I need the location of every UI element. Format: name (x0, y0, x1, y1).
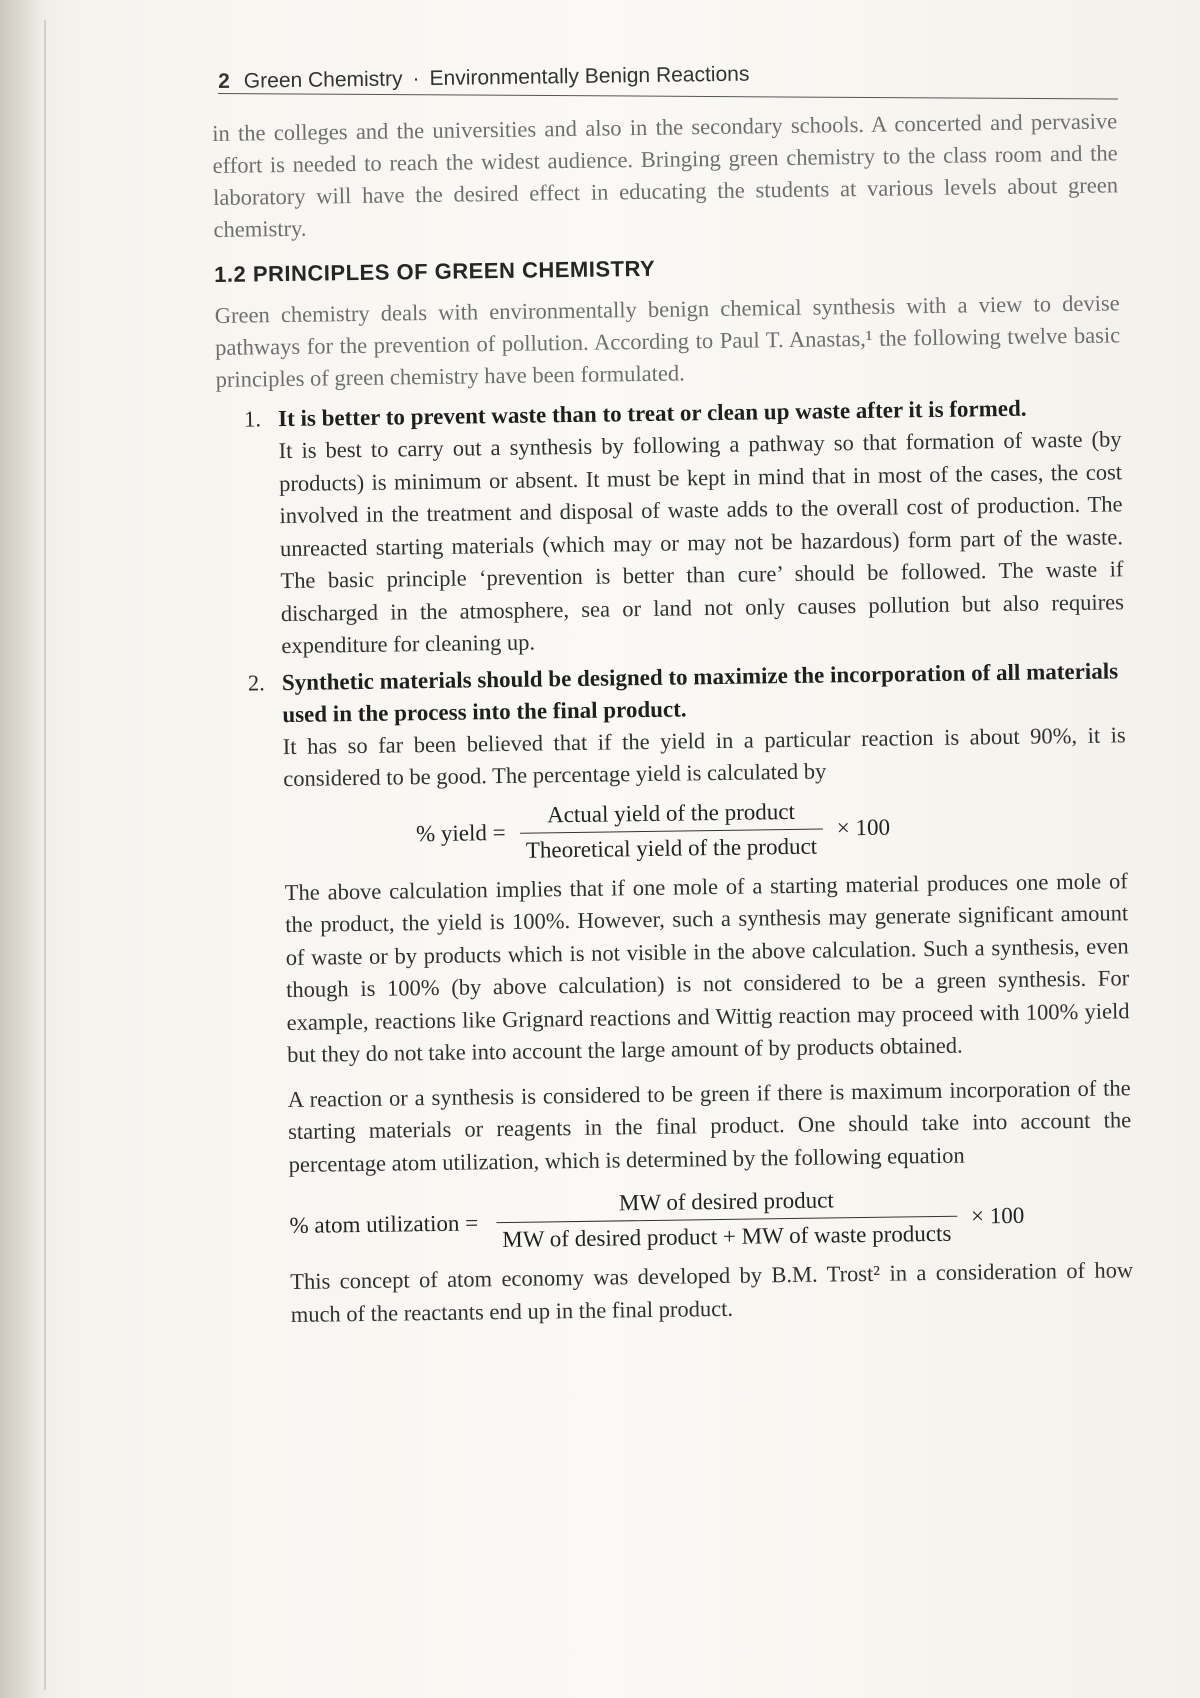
formula-numerator: Actual yield of the product (546, 798, 796, 827)
formula-numerator: MW of desired product (618, 1187, 834, 1216)
page-body (212, 105, 1134, 1336)
yield-formula (284, 794, 1128, 867)
principle-number: 2. (247, 669, 265, 696)
section-intro-paragraph: Green chemistry deals with environmentally benign chemical synthesis with a view to devise pathways for the prevention of pollution. According to Paul T. Anastas,¹ the following twelve basic principles of green chemistry have been formulated. (214, 290, 1121, 392)
principle-title: Synthetic materials should be designed to maximize the incorporation of all materials used in the process into the final product. (281, 657, 1119, 727)
principle-number: 1. (244, 406, 262, 432)
formula-lhs: % atom utilization = (289, 1209, 479, 1238)
running-header (218, 57, 1118, 94)
principle-title: It is better to prevent waste than to treat or clean up waste after it is formed. (278, 395, 1027, 432)
principle-text: It is best to carry out a synthesis by following a pathway so that formation of waste (by products) is minimum or absent. It must be kept in mind that in most of the cases, the cost involved in the treatment and disposal of waste adds to the overall cost of production. The unreacted starting materials (which may or may not be hazardous) form part of the waste. The basic principle ‘prevention is better than cure’ should be followed. The waste if discharged in the atmosphere, sea or land not only causes pollution but also requires expenditure for cleaning up. (278, 426, 1125, 659)
atom-utilization-formula (289, 1183, 1133, 1256)
page-edge-shadow (0, 0, 42, 1698)
formula-multiplier: × 100 (970, 1202, 1025, 1229)
principle-text: The above calculation implies that if one mole of a starting material produces one mole of the product, the yield is 100%. However, such a synthesis may generate significant amount of waste or by products which is not visible in the above calculation. Such a synthesis, even though is 100% (by above calculation) is not considered to be a green synthesis. For example, reactions like Grignard reactions and Wittig reaction may proceed with 100% yield but they do not take into account the large amount of by products obtained. (284, 867, 1130, 1068)
principles-list (216, 391, 1134, 1332)
principle-text: This concept of atom economy was developed by B.M. Trost² in a consideration of how much of the reactants end up in the final product. (290, 1257, 1134, 1327)
chapter-title: Environmentally Benign Reactions (429, 62, 750, 91)
formula-lhs: % yield = (415, 819, 506, 847)
intro-paragraph: in the colleges and the universities and also in the secondary schools. A concerted and pervasive effort is needed to reach the widest audience. Bringing green chemistry to the class room and the laboratory will have the desired effect in educating the students at various levels about green chemistry. (212, 108, 1119, 242)
formula-fraction (496, 1186, 958, 1253)
formula-fraction (519, 798, 823, 863)
header-rule (218, 93, 1118, 99)
principle-text: A reaction or a synthesis is considered to be green if there is maximum incorporation of the starting materials or reagents in the final product. One should take into account the percentage atom utilization, which is determined by the following equation (287, 1074, 1132, 1177)
header-separator: · (412, 67, 420, 91)
formula-multiplier: × 100 (836, 814, 891, 841)
principle-1 (216, 391, 1125, 663)
principle-text: It has so far been believed that if the yield in a particular reaction is about 90%, it is considered to be good. The percentage yield is calculated by (282, 721, 1126, 792)
principle-2 (220, 655, 1134, 1332)
section-heading: 1.2 PRINCIPLES OF GREEN CHEMISTRY (214, 255, 656, 287)
formula-denominator: MW of desired product + MW of waste products (496, 1216, 957, 1253)
page-number: 2 (218, 69, 231, 93)
page-spine-line (44, 20, 46, 1690)
formula-denominator: Theoretical yield of the product (520, 828, 824, 863)
book-title: Green Chemistry (243, 67, 403, 93)
